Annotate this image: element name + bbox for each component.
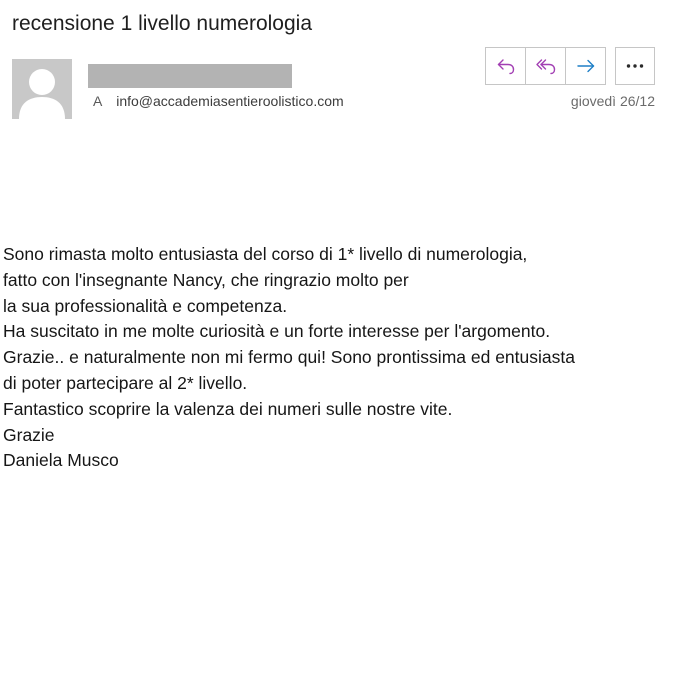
sender-avatar <box>12 59 72 119</box>
reply-icon <box>495 55 517 77</box>
email-date: giovedì 26/12 <box>570 93 655 109</box>
body-line: Ha suscitato in me molte curiosità e un forte interesse per l'argomento. <box>3 321 551 342</box>
body-line: Grazie <box>3 424 55 445</box>
reply-all-icon <box>535 55 557 77</box>
recipient-row <box>93 93 344 109</box>
person-icon <box>12 59 72 119</box>
signature-line: Daniela Musco <box>3 450 119 471</box>
more-options-icon <box>624 55 646 77</box>
email-subject: recensione 1 livello numerologia <box>12 12 313 35</box>
reply-button[interactable] <box>486 48 526 84</box>
body-line: Grazie.. e naturalmente non mi fermo qui! Sono prontissima ed entusiasta <box>3 347 575 368</box>
recipient-address[interactable]: info@accademiasentieroolistico.com <box>116 93 344 109</box>
to-label: A <box>93 93 103 109</box>
forward-icon <box>575 55 597 77</box>
sender-name-redacted <box>88 64 292 88</box>
more-options-button[interactable] <box>615 47 655 85</box>
reply-actions-group <box>485 47 606 85</box>
email-body <box>3 242 575 474</box>
body-line: Sono rimasta molto entusiasta del corso di 1* livello di numerologia, <box>3 244 528 264</box>
body-line: Fantastico scoprire la valenza dei numeri sulle nostre vite. <box>3 398 453 419</box>
body-line: di poter partecipare al 2* livello. <box>3 372 248 393</box>
body-line: la sua professionalità e competenza. <box>3 295 288 316</box>
body-line: fatto con l'insegnante Nancy, che ringrazio molto per <box>3 269 409 290</box>
forward-button[interactable] <box>566 48 605 84</box>
reply-all-button[interactable] <box>526 48 566 84</box>
